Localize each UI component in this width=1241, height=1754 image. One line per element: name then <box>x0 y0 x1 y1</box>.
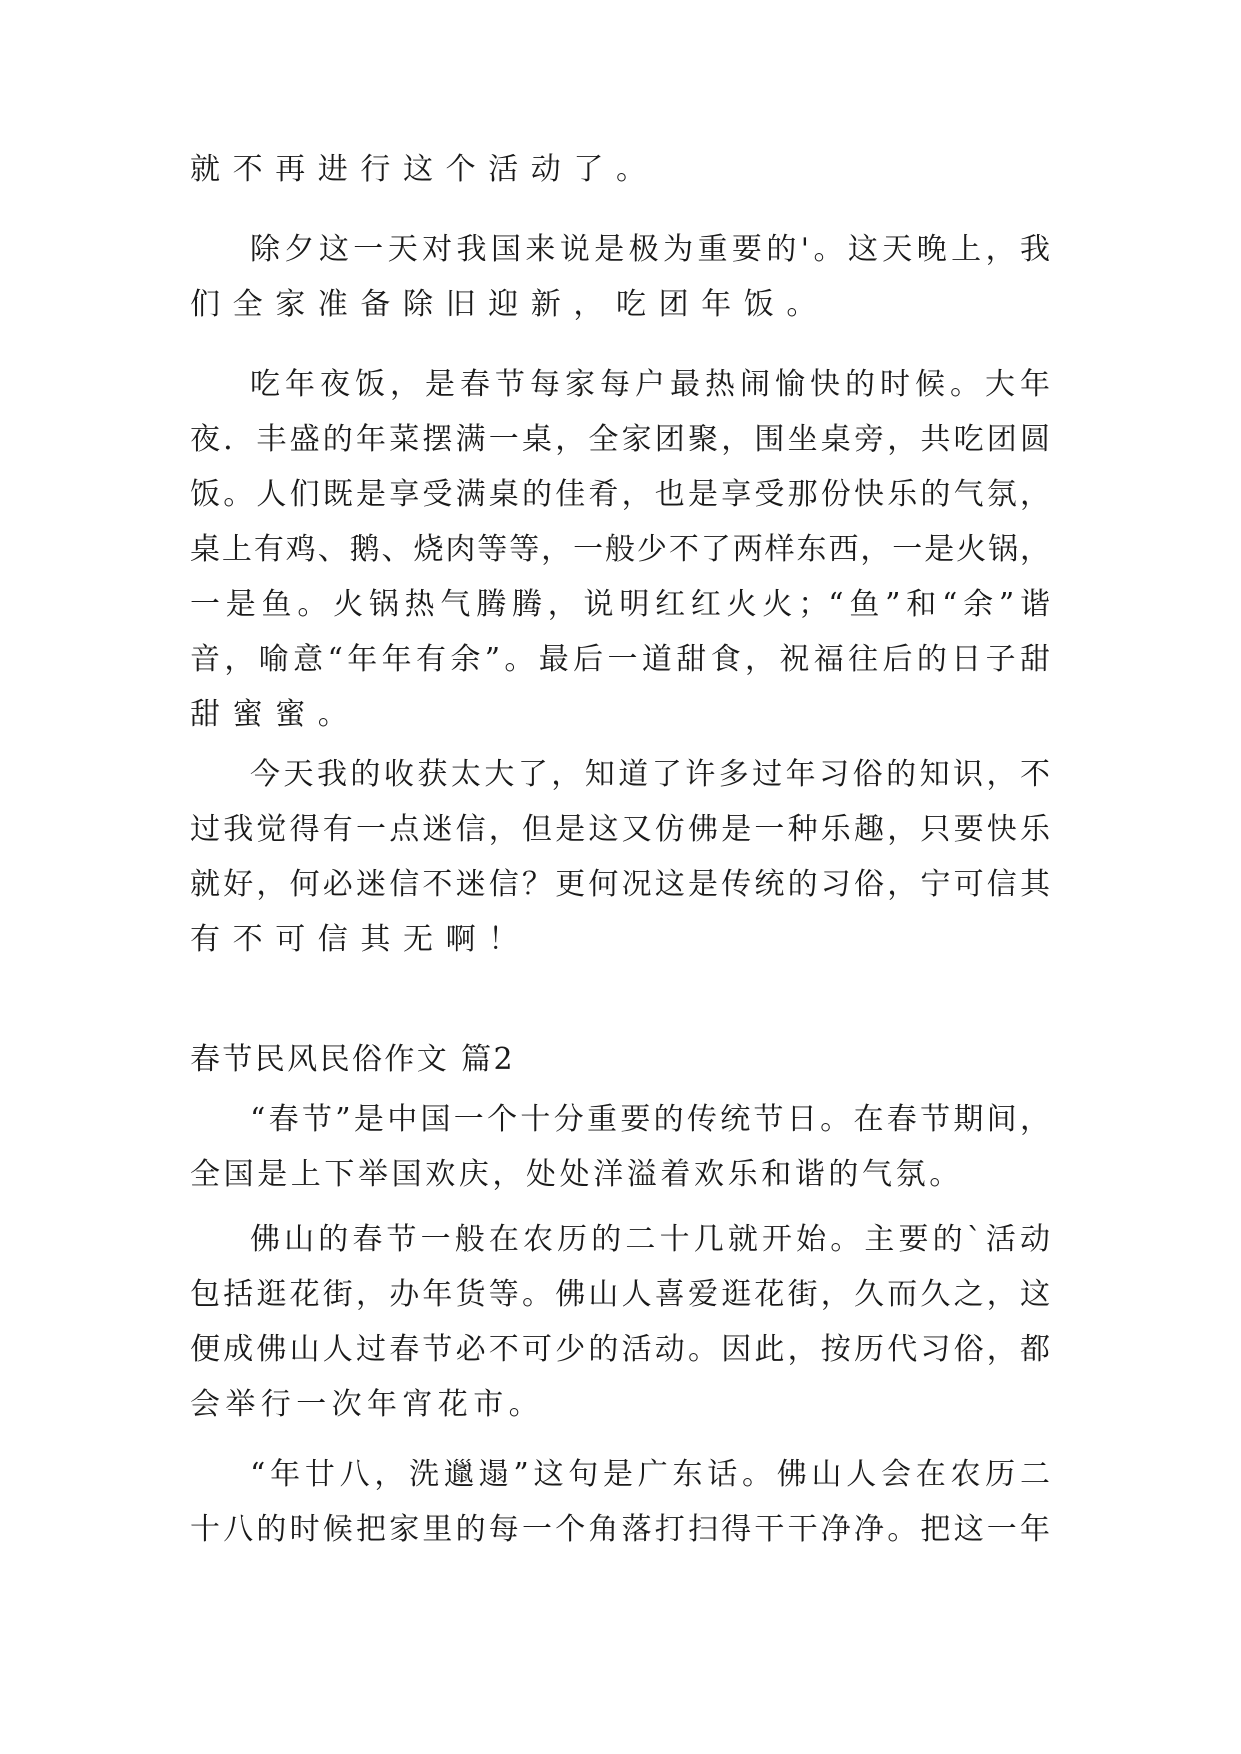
text-line: 十八的时候把家里的每一个角落打扫得干干净净。把这一年 <box>190 1512 1050 1547</box>
text-line: 过我觉得有一点迷信，但是这又仿佛是一种乐趣，只要快乐 <box>190 812 1050 847</box>
text-line: 饭。人们既是享受满桌的佳肴，也是享受那份快乐的气氛， <box>190 477 1050 512</box>
text-line: 夜．丰盛的年菜摆满一桌，全家团聚，围坐桌旁，共吃团圆 <box>190 422 1050 457</box>
text-line: 会举行一次年宵花市。 <box>190 1387 544 1422</box>
text-line: 吃年夜饭，是春节每家每户最热闹愉快的时候。大年 <box>250 367 1050 402</box>
text-line: 今天我的收获太大了，知道了许多过年习俗的知识，不 <box>250 757 1050 792</box>
text-line: 一是鱼。火锅热气腾腾，说明红红火火；“鱼”和“余”谐 <box>190 587 1050 622</box>
text-line: 包括逛花街，办年货等。佛山人喜爱逛花街，久而久之，这 <box>190 1277 1050 1312</box>
text-line: “春节”是中国一个十分重要的传统节日。在春节期间， <box>250 1102 1050 1137</box>
text-line: “年廿八，洗邋遢”这句是广东话。佛山人会在农历二 <box>250 1457 1050 1492</box>
text-line: 就好，何必迷信不迷信？更何况这是传统的习俗，宁可信其 <box>190 867 1050 902</box>
text-line: 桌上有鸡、鹅、烧肉等等，一般少不了两样东西，一是火锅， <box>190 532 1050 567</box>
text-line: 有不可信其无啊！ <box>190 922 531 957</box>
text-line: 就不再进行这个活动了。 <box>190 152 659 187</box>
text-line: 们全家准备除旧迎新，吃团年饭。 <box>190 287 829 322</box>
text-line: 佛山的春节一般在农历的二十几就开始。主要的`活动 <box>250 1222 1050 1257</box>
text-line: 除夕这一天对我国来说是极为重要的'。这天晚上，我 <box>250 232 1050 267</box>
text-line: 音，喻意“年年有余”。最后一道甜食，祝福往后的日子甜 <box>190 642 1050 677</box>
text-line: 便成佛山人过春节必不可少的活动。因此，按历代习俗，都 <box>190 1332 1050 1367</box>
text-line: 全国是上下举国欢庆，处处洋溢着欢乐和谐的气氛。 <box>190 1157 963 1192</box>
text-line: 甜蜜蜜。 <box>190 697 361 732</box>
section-heading: 春节民风民俗作文 篇2 <box>190 1042 516 1077</box>
